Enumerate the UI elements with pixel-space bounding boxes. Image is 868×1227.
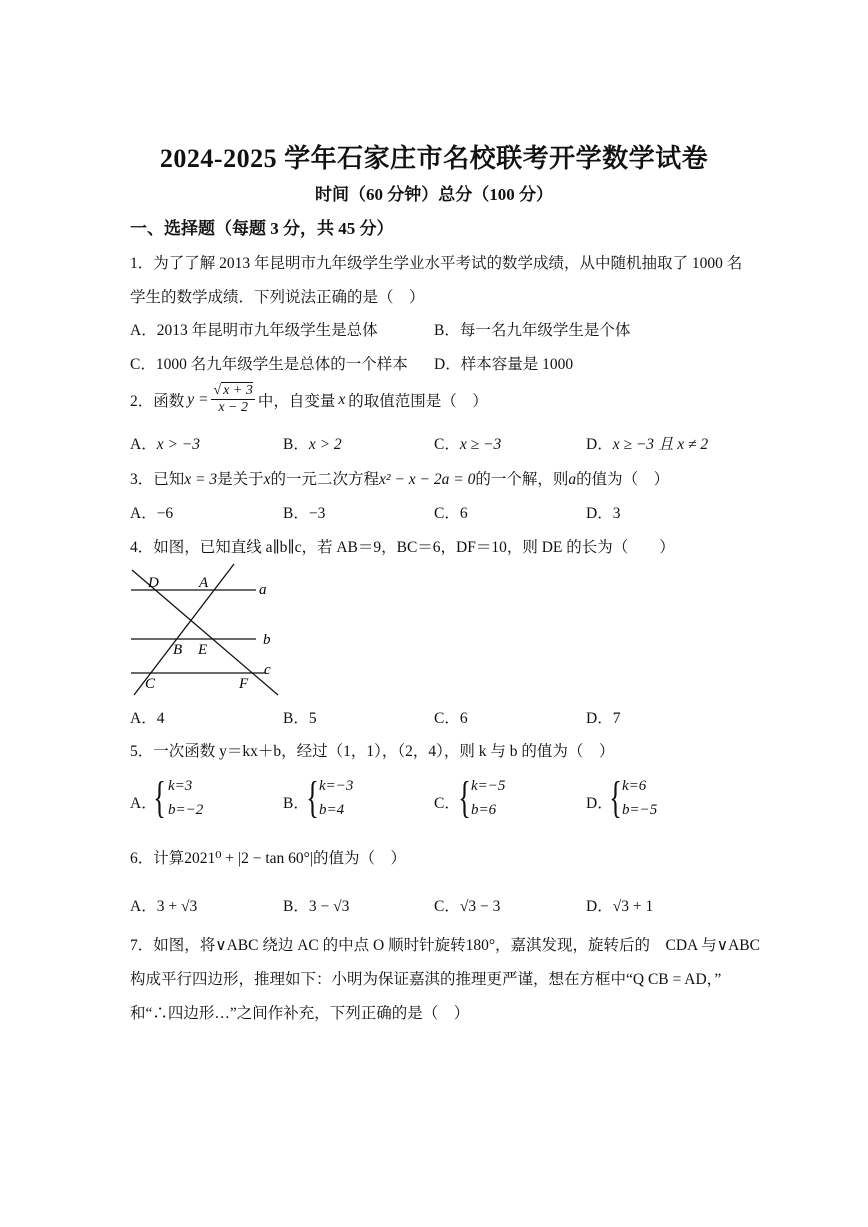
label-a: a [259,582,267,598]
q2-option-a: A．x > −3 [130,436,201,453]
q2-suffix-a: 中，自变量 [257,392,336,410]
q1-option-d: D．样本容量是 1000 [434,356,574,373]
q2-option-d: D．x ≥ −3 且 x ≠ 2 [586,436,709,453]
q4-option-d: D．7 [586,710,621,727]
q7-stem-line1: 7．如图，将∨ABC 绕边 AC 的中点 O 顺时针旋转180°，嘉淇发现，旋转后的 CDA 与∨ABC [130,937,760,954]
q2-option-b: B．x > 2 [283,436,342,453]
q6-option-c: C．√3 − 3 [434,898,501,915]
q5-option-a-brace: { [153,773,166,822]
label-A: A [199,575,209,591]
q1-option-a: A．2013 年昆明市九年级学生是总体 [130,322,378,339]
q3-option-d: D．3 [586,505,621,522]
q6-stem: 6．计算2021⁰ + |2 − tan 60°|的值为（ ） [130,850,406,867]
q5-option-b-system: k=−3 b=4 [319,778,354,818]
q2-prefix: 2．函数 [130,392,185,410]
section-heading: 一、选择题（每题 3 分，共 45 分） [130,219,394,238]
q3-option-b: B．−3 [283,505,326,522]
q1-option-c: C．1000 名九年级学生是总体的一个样本 [130,356,408,373]
q4-option-b: B．5 [283,710,317,727]
label-b: b [263,632,271,648]
q1-option-b: B．每一名九年级学生是个体 [434,322,631,339]
q5-option-d-brace: { [609,773,622,822]
q5-option-d-label: D． [586,795,613,812]
q5-option-d-system: k=6 b=−5 [622,778,658,818]
q7-stem-line3: 和“∴四边形…”之间作补充，下列正确的是（ ） [130,1005,470,1022]
q5-stem: 5．一次函数 y＝kx＋b，经过（1，1），（2，4），则 k 与 b 的值为（ ） [130,743,615,760]
q4-option-a: A．4 [130,710,165,727]
q3-option-a: A．−6 [130,505,174,522]
q6-option-b: B．3 − √3 [283,898,350,915]
label-E: E [198,642,208,658]
q2-suffix-b: 的取值范围是（ ） [348,392,488,410]
label-C: C [145,676,156,692]
q2-numerator: x + 3 [223,383,253,398]
q3-option-c: C．6 [434,505,468,522]
q5-option-c-brace: { [458,773,471,822]
q4-parallel-lines-figure [126,562,286,698]
q1-stem-line1: 1．为了了解 2013 年昆明市九年级学生学业水平考试的数学成绩，从中随机抽取了 1000 名 [130,255,743,272]
label-c: c [264,662,271,678]
q4-option-c: C．6 [434,710,468,727]
q4-stem: 4．如图，已知直线 a∥b∥c，若 AB＝9，BC＝6，DF＝10，则 DE 的长为（ ） [130,539,675,556]
q2-denominator: x − 2 [218,400,248,415]
exam-subtitle: 时间（60 分钟）总分（100 分） [315,185,553,204]
q6-option-d: D．√3 + 1 [586,898,654,915]
q1-stem-line2: 学生的数学成绩．下列说法正确的是（ ） [130,289,425,306]
q5-option-c-system: k=−5 b=6 [471,778,506,818]
label-D: D [148,575,159,591]
q2-var: x [338,390,346,408]
q2-option-c: C．x ≥ −3 [434,436,502,453]
label-F: F [239,676,249,692]
q2-fraction: $\frac{√ x + 3}{x - 2}$ [213,383,253,415]
q5-option-a-label: A． [130,795,157,812]
q5-option-b-label: B． [283,795,309,812]
q2-stem [130,383,488,416]
q5-option-b-brace: { [306,773,319,822]
q6-expression: 2021⁰ + |2 − tan 60°| [184,850,313,867]
q7-stem-line2: 构成平行四边形，推理如下：小明为保证嘉淇的推理更严谨，想在方框中“Q CB = AD，” [130,971,722,988]
q6-option-a: A．3 + √3 [130,898,198,915]
q2-y-eq: y = [187,390,209,408]
label-B: B [173,642,183,658]
q3-stem: 3．已知x = 3是关于x的一元二次方程x² − x − 2a = 0的一个解，则a的值为（ ） [130,471,670,488]
q5-option-c-label: C． [434,795,460,812]
exam-title: 2024-2025 学年石家庄市名校联考开学数学试卷 [159,144,709,173]
q5-option-a-system: k=3 b=−2 [168,778,204,818]
